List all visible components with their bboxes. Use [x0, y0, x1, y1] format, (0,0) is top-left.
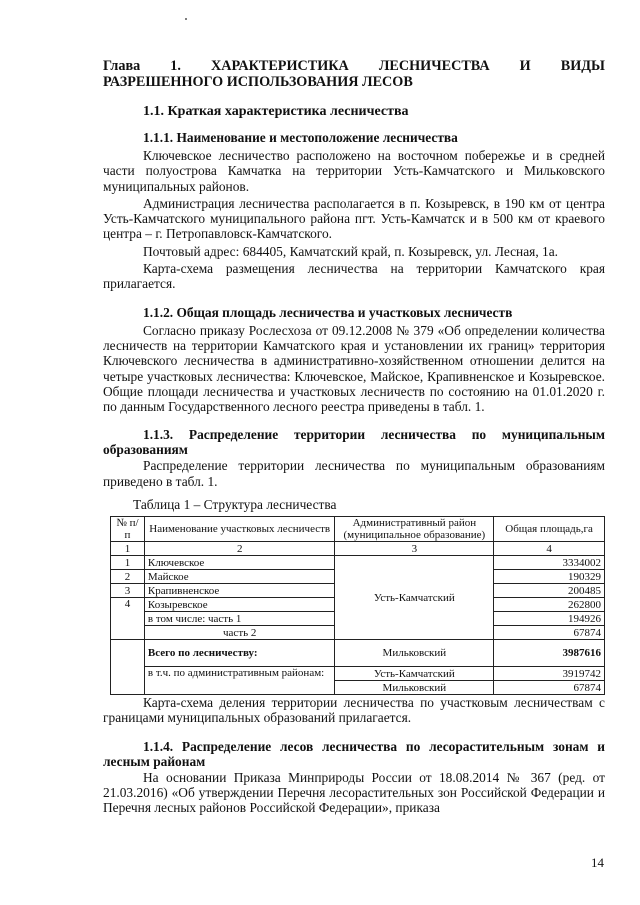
chapter-title-word-2: ЛЕСНИЧЕСТВА: [378, 58, 490, 74]
paragraph: Карта-схема деления территории лесничества по участковым лесничествам с границами муниципальных образований прилагается.: [103, 695, 605, 726]
part-label: в том числе: часть 1: [144, 612, 335, 626]
forestry-name: Ключевское: [144, 556, 335, 570]
forestry-name: Козыревское: [144, 598, 335, 612]
empty-cell: [111, 640, 145, 695]
area-cell: 67874: [494, 626, 605, 640]
chapter-title-word-1: ХАРАКТЕРИСТИКА: [211, 58, 349, 74]
area-cell: 200485: [494, 584, 605, 598]
chapter-title-word-4: ВИДЫ: [560, 58, 605, 74]
section-1-1-3-title: 1.1.3. Распределение территории лесничества по муниципальным образованиям: [103, 427, 605, 458]
district-cell: Мильковский: [335, 681, 494, 695]
chapter-word: Глава: [103, 58, 141, 74]
paragraph: Согласно приказу Рослесхоза от 09.12.2008 № 379 «Об определении количества лесничеств на территории Камчатского края и установлении их границ» территория Ключевского лесничества в административно-хозяйственном отношении делится на четыре участковых лесничества: Ключевское, Майское, Крапивненское и Козыревское. Общие площади лесничества и участковых лесничеств по состоянию на 01.01.2020 г. по данным Государственного лесного реестра приведены в табл. 1.: [103, 322, 605, 415]
column-number: 3: [335, 542, 494, 556]
paragraph: Почтовый адрес: 684405, Камчатский край, п. Козыревск, ул. Лесная, 1а.: [143, 243, 558, 259]
paragraph: Распределение территории лесничества по муниципальным образованиям приведено в табл. 1.: [103, 458, 605, 489]
column-number: 4: [494, 542, 605, 556]
column-number: 2: [144, 542, 335, 556]
page-content: [103, 58, 605, 818]
chapter-title-word-3: И: [519, 58, 531, 74]
paragraph: Администрация лесничества располагается в п. Козыревск, в 190 км от центра Усть-Камчатского муниципального района пгт. Усть-Камчатск и в 500 км от краевого центра – г. Петропавловск-Камчатского.: [103, 195, 605, 242]
header-cell: Административный район (муниципальное образование): [335, 517, 494, 542]
area-cell: 67874: [494, 681, 605, 695]
part-label: часть 2: [144, 626, 335, 640]
area-cell: 194926: [494, 612, 605, 626]
page-number: 14: [591, 855, 604, 870]
chapter-heading: [103, 58, 605, 90]
forestry-name: Крапивненское: [144, 584, 335, 598]
total-area: 3987616: [494, 640, 605, 667]
area-cell: 3919742: [494, 667, 605, 681]
paragraph: Ключевское лесничество расположено на восточном побережье и в средней части полуострова Камчатка на территории Усть-Камчатского и Мильковского муниципальных районов.: [103, 148, 605, 194]
district-cell: Усть-Камчатский: [335, 556, 494, 640]
table-row: [111, 640, 605, 667]
table-header-row: [111, 517, 605, 542]
chapter-heading-line1: [103, 58, 605, 74]
chapter-number: 1.: [170, 58, 181, 74]
column-number: 1: [111, 542, 145, 556]
header-cell: Наименование участковых лесничеств: [144, 517, 335, 542]
district-cell: Мильковский: [335, 640, 494, 667]
total-label: Всего по лесничеству:: [144, 640, 335, 667]
by-district-label: в т.ч. по административным районам:: [144, 667, 335, 695]
row-number: 4: [111, 598, 145, 640]
section-1-1-2-title: 1.1.2. Общая площадь лесничества и участковых лесничеств: [143, 304, 513, 320]
table-row: [111, 556, 605, 570]
scan-speck: [185, 18, 187, 20]
table-row: [111, 667, 605, 681]
column-number-row: [111, 542, 605, 556]
section-1-1-title: 1.1. Краткая характеристика лесничества: [143, 104, 409, 119]
chapter-heading-line2: РАЗРЕШЕННОГО ИСПОЛЬЗОВАНИЯ ЛЕСОВ: [103, 74, 413, 90]
forestry-name: Майское: [144, 570, 335, 584]
area-cell: 190329: [494, 570, 605, 584]
section-1-1-4-title: 1.1.4. Распределение лесов лесничества по лесорастительным зонам и лесным районам: [103, 738, 605, 769]
table-caption: Таблица 1 – Структура лесничества: [133, 497, 337, 513]
area-cell: 3334002: [494, 556, 605, 570]
paragraph: Карта-схема размещения лесничества на территории Камчатского края прилагается.: [103, 261, 605, 292]
row-number: 3: [111, 584, 145, 598]
row-number: 2: [111, 570, 145, 584]
paragraph: На основании Приказа Минприроды России от 18.08.2014 № 367 (ред. от 21.03.2016) «Об утверждении Перечня лесорастительных зон Российской Федерации и Перечня лесных районов Российской Федерации», приказа: [103, 769, 605, 816]
district-cell: Усть-Камчатский: [335, 667, 494, 681]
header-cell: № п/п: [111, 517, 145, 542]
forestry-structure-table: [110, 516, 605, 695]
area-cell: 262800: [494, 598, 605, 612]
row-number: 1: [111, 556, 145, 570]
header-cell: Общая площадь,га: [494, 517, 605, 542]
section-1-1-1-title: 1.1.1. Наименование и местоположение лесничества: [143, 130, 458, 145]
